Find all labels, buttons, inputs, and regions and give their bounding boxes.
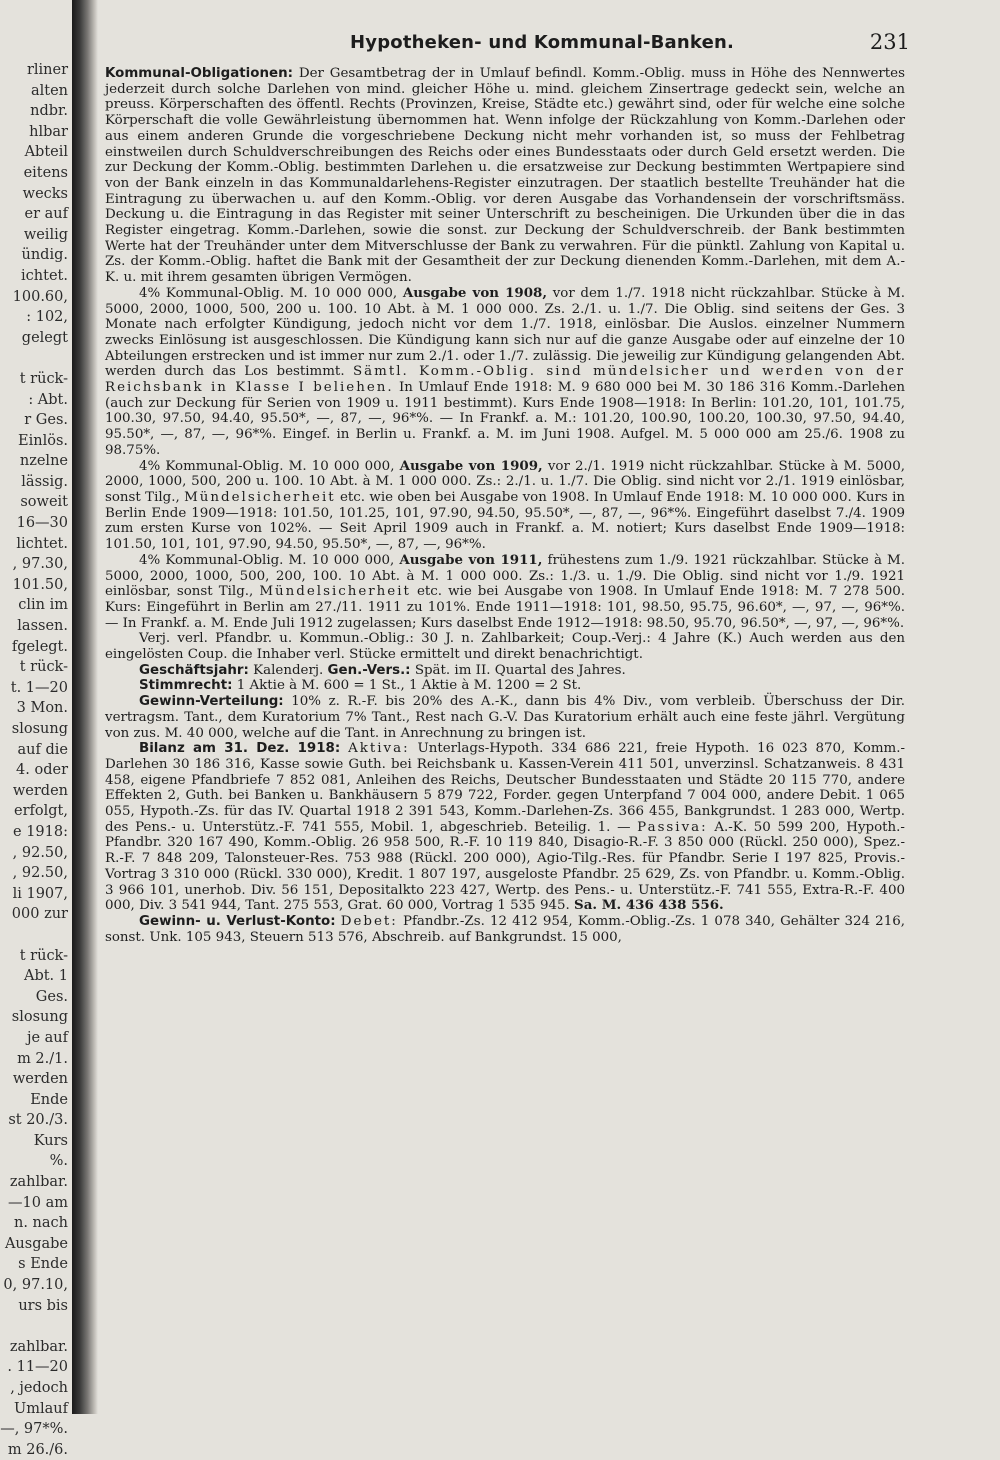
margin-fragment-line: st 20./3. — [8, 1112, 68, 1129]
margin-fragment-line: : 102, — [26, 309, 68, 326]
margin-fragment-line: e 1918: — [13, 823, 68, 840]
margin-fragment-line: auf die — [17, 741, 68, 758]
margin-fragment-line: fgelegt. — [11, 638, 68, 655]
paragraph-intro: 4% Kommunal-Oblig. M. 10 000 000, — [139, 458, 395, 474]
paragraph-text: Verj. verl. Pfandbr. u. Kommun.-Oblig.: 30 J. n. Zahlbarkeit; Coup.-Verj.: 4 Jahre (K.) Auch werden aus den eingelösten Coup. die Inhaber verl. Stücke ermittelt und direkt benachrichtigt. — [105, 631, 905, 663]
paragraph-intro: 4% Kommunal-Oblig. M. 10 000 000, — [139, 285, 398, 301]
page-number: 231 — [869, 30, 910, 54]
margin-fragment-line: , 92.50, — [12, 865, 68, 882]
margin-fragment-line: t rück- — [19, 659, 68, 676]
paragraph-verjaehrung — [105, 631, 905, 662]
adjacent-page-fragment — [0, 60, 72, 1458]
spaced-text: Aktiva: — [348, 741, 410, 757]
margin-fragment-line: clin im — [18, 597, 68, 614]
margin-fragment-line: . 11—20 — [7, 1359, 68, 1376]
margin-fragment-line: ichtet. — [21, 267, 68, 284]
margin-fragment-line: —10 am — [8, 1194, 68, 1211]
margin-fragment-line: soweit — [20, 494, 68, 511]
paragraph-text: 1 Aktie à M. 600 = 1 St., 1 Aktie à M. 1200 = 2 St. — [236, 678, 582, 694]
margin-fragment-line: urs bis — [18, 1297, 68, 1314]
margin-fragment-line: , jedoch — [10, 1380, 68, 1396]
book-gutter-shadow — [72, 0, 98, 1414]
margin-fragment-line: ndbr. — [30, 103, 68, 120]
spaced-text: Passiva: — [637, 819, 708, 835]
paragraph-text: etc. wie bei Ausgabe von 1908. In Umlauf Ende 1918: M. 7 278 500. Kurs: Eingeführt in Berlin am 27./11. 1911 zu 101%. Ende 1911—1918: 101, 98.50, 95.75, 96.60*, —, 97, —, 96*%. — In Frankf. a. M. Ende Juli 1912 zugelassen; Kurs daselbst Ende 1912—1918: 98.50, 95.70, 96.50*, —, 97, —, 96*%. — [105, 584, 905, 631]
margin-fragment-line: 100.60, — [12, 288, 68, 305]
margin-fragment-line: ündig. — [21, 247, 68, 264]
spaced-text: Sämtl. Komm.-Oblig. sind mündelsicher und werden von der Reichsbank in Klasse I beliehen. — [105, 364, 905, 396]
margin-fragment-line: lässig. — [21, 473, 68, 490]
margin-fragment-line — [0, 925, 68, 946]
margin-fragment-line: alten — [30, 82, 68, 99]
margin-fragment-line: rliner — [26, 62, 68, 78]
article-body — [105, 66, 905, 945]
margin-fragment-line: er auf — [24, 206, 68, 223]
paragraph-text: Pfandbr.-Zs. 12 412 954, Komm.-Oblig.-Zs. 1 078 340, Gehälter 324 216, sonst. Unk. 105 943, Steuern 513 576, Abschreib. auf Bankgrundst. 15 000, — [105, 913, 905, 945]
paragraph-text: frühestens zum 1./9. 1921 rückzahlbar. Stücke à M. 5000, 2000, 1000, 500, 200, 100. 10 Abt. à M. 1 000 000. Zs.: 1./3. u. 1./9. Die Oblig. sind nicht vor 1./9. 1921 einlösbar, sonst Tilg., — [105, 552, 905, 600]
margin-fragment-line — [0, 348, 68, 369]
margin-fragment-line: Ausgabe — [4, 1235, 68, 1252]
margin-fragment-line: s Ende — [18, 1256, 68, 1273]
paragraph-ausgabe-1909 — [105, 459, 905, 553]
spaced-text: Mündelsicherheit — [184, 489, 336, 505]
running-head: Hypotheken- und Kommunal-Banken. — [350, 32, 735, 53]
margin-fragment-line: Abteil — [24, 144, 68, 161]
margin-fragment-line: slosung — [11, 1009, 68, 1026]
margin-fragment-line: : Abt. — [28, 391, 68, 408]
paragraph-geschaeftsjahr — [105, 663, 905, 679]
margin-fragment-line: nzelne — [19, 453, 68, 470]
margin-fragment-line: lassen. — [17, 618, 68, 635]
paragraph-bilanz — [105, 741, 905, 914]
lead-heading: Kommunal-Obligationen: — [105, 66, 293, 81]
margin-fragment-line: werden — [12, 1071, 68, 1088]
paragraph-text: Der Gesamtbetrag der in Umlauf befindl. Komm.-Oblig. muss in Höhe des Nennwertes jederzeit durch solche Darlehen von mind. gleicher Höhe u. mind. gleichem Zinsertrage gedeckt sein, welche an preuss. Körperschaften des öffentl. Rechts (Provinzen, Kreise, Städte etc.) gewährt sind, oder für welche eine solche Körperschaft die volle Gewährleistung übernommen hat. Wenn infolge der Rückzahlung von Komm.-Darlehen oder aus einem anderen Grunde die vorgeschriebene Deckung nicht mehr vorhanden ist, so muss der Fehlbetrag einstweilen durch Schuldverschreibungen des Reichs oder eines Bundesstaats oder durch Geld ersetzt werden. Die zur Deckung der Komm.-Oblig. bestimmten Darlehen u. die ersatzweise zur Deckung bestimmten Wertpapiere sind von der Bank einzeln in das Kommunaldarlehens-Register einzutragen. Der staatlich bestellte Treuhänder hat die Eintragung zu überwachen u. auf den Komm.-Oblig. vor deren Ausgabe das Vorhandensein der vorschriftsmäss. Deckung u. die Eintragung in das Register mit seiner Unterschrift zu bescheinigen. Die Urkunden über die in das Register eingetrag. Komm.-Darlehen, sowie die sonst. zur Deckung der Schuldverschreib. der Bank bestimmten Werte hat der Treuhänder unter dem Mitverschlusse der Bank zu verwahren. Für die pünktl. Zahlung von Kapital u. Zs. der Komm.-Oblig. haftet die Bank mit der Gesamtheit der zur Deckung dienenden Komm.-Darlehen, mit dem A.-K. u. mit ihrem gesamten übrigen Vermögen. — [105, 66, 905, 286]
margin-fragment-line: m 26./6. — [7, 1441, 68, 1458]
paragraph-gewinn-verlust-konto — [105, 914, 905, 945]
margin-fragment-line: hlbar — [29, 123, 68, 140]
margin-fragment-line: Umlauf — [14, 1400, 68, 1417]
margin-fragment-line: —, 97*%. — [0, 1421, 68, 1438]
lead-heading: Ausgabe von 1911, — [399, 551, 543, 568]
paragraph-text: Unterlags-Hypoth. 334 686 221, freie Hypoth. 16 023 870, Komm.-Darlehen 30 186 316, Kasse sowie Guth. bei Reichsbank u. Kassen-Verein 411 501, unverzinsl. Schatzanweis. 8 431 458, eigene Pfandbriefe 7 852 081, Anleihen des Reichs, Deutscher Bundesstaaten und Städte 20 115 770, andere Effekten 2, Guth. bei Banken u. Bankhäusern 5 879 722, Forder. gegen Unterpfand 7 004 000, andere Debit. 1 065 055, Hypoth.-Zs. für das IV. Quartal 1918 2 391 543, Komm.-Darlehen-Zs. 366 455, Bankgrundst. 1 283 000, Wertp. des Pens.- u. Unterstütz.-F. 741 555, Mobil. 1, abgeschrieb. Beteilig. 1. — — [105, 741, 905, 835]
paragraph-ausgabe-1911 — [105, 553, 905, 632]
lead-heading: Gewinn-Verteilung: — [139, 694, 284, 710]
spaced-text: Debet: — [340, 913, 398, 929]
margin-fragment-line: Kurs — [33, 1132, 68, 1149]
margin-fragment-line: , 92.50, — [12, 844, 68, 861]
margin-fragment-line: m 2./1. — [17, 1050, 68, 1067]
margin-fragment-line: t rück- — [19, 370, 68, 387]
lead-heading: Gen.-Vers.: — [327, 662, 411, 678]
paragraph-text: etc. wie oben bei Ausgabe von 1908. In Umlauf Ende 1918: M. 10 000 000. Kurs in Berlin Ende 1909—1918: 101.50, 101.25, 101, 97.90, 94.50, 95.50*, —, 87, —, 96*%. Eingeführt daselbst 7./4. 1909 zum ersten Kurse von 102%. — Seit April 1909 auch in Frankf. a. M. notiert; Kurs daselbst Ende 1909—1918: 101.50, 101, 101, 97.90, 94.50, 95.50*, —, 87, —, 96*%. — [105, 489, 905, 553]
paragraph-text: vor 2./1. 1919 nicht rückzahlbar. Stücke à M. 5000, 2000, 1000, 500, 200 u. 100. 10 Abt. à M. 1 000 000. Zs.: 2./1. u. 1./7. Die Oblig. sind nicht vor 2./1. 1919 einlösbar, sonst Tilg., — [105, 458, 905, 505]
margin-fragment-line: 000 zur — [11, 906, 68, 923]
margin-fragment-line: erfolgt, — [14, 803, 68, 820]
paragraph-kommunal-obligationen — [105, 66, 905, 286]
margin-fragment-line: je auf — [26, 1029, 68, 1046]
margin-fragment-line: slosung — [11, 721, 68, 737]
page-header — [100, 28, 980, 60]
lead-heading: Ausgabe von 1909, — [399, 457, 543, 474]
paragraph-text: 10% z. R.-F. bis 20% des A.-K., dann bis 4% Div., vom verbleib. Überschuss der Dir. vertragsm. Tant., dem Kuratorium 7% Tant., Rest nach G.-V. Das Kuratorium erhält auch eine feste jährl. Vergütung von zus. M. 40 000, welche auf die Tant. in Anrechnung zu bringen ist. — [105, 694, 905, 741]
balance-sum: Sa. M. 436 438 556. — [574, 897, 724, 914]
margin-fragment-line: gelegt — [21, 329, 68, 346]
margin-fragment-line: t. 1—20 — [10, 679, 68, 696]
paragraph-text: A.-K. 50 599 200, Hypoth.-Pfandbr. 320 167 490, Komm.-Oblig. 26 958 500, R.-F. 10 119 840, Disagio-R.-F. 3 850 000 (Rückl. 250 000), Spez.-R.-F. 7 848 209, Talonsteuer-Res. 753 988 (Rückl. 200 000), Agio-Tilg.-Res. für Pfandbr. Serie I 197 825, Provis.-Vortrag 3 310 000 (Rückl. 330 000), Kredit. 1 807 197, ausgeloste Pfandbr. 25 629, Zs. von Pfandbr. u. Komm.-Oblig. 3 966 101, unerhob. Div. 56 151, Depositalkto 223 427, Wertp. des Pens.- u. Unterstütz.-F. 741 555, Extra-R.-F. 400 000, Div. 3 541 944, Tant. 275 553, Grat. 60 000, Vortrag 1 535 945. — [105, 819, 905, 914]
lead-heading: Geschäftsjahr: — [139, 662, 249, 678]
margin-fragment-line: zahlbar. — [9, 1338, 68, 1355]
margin-fragment-line: 101.50, — [12, 576, 68, 593]
margin-fragment-line: , 97.30, — [12, 556, 68, 573]
margin-fragment-line: weilig — [23, 226, 68, 243]
margin-fragment-line — [0, 1316, 68, 1337]
margin-fragment-line: werden — [12, 782, 68, 799]
paragraph-text: vor dem 1./7. 1918 nicht rückzahlbar. Stücke à M. 5000, 2000, 1000, 500, 200 u. 100. 10 Abt. à M. 1 000 000. Zs. 2./1. u. 1./7. Die Oblig. sind seitens der Ges. 3 Monate nach erfolgter Kündigung, jedoch nicht vor dem 1./7. 1918, einlösbar. Die Auslos. einzelner Nummern zwecks Einlösung ist ausgeschlossen. Die Kündigung kann sich nur auf die ganze Ausgabe oder auf einzelne der 10 Abteilungen erstrecken und ist immer nur zum 2./1. oder 1./7. zulässig. Die jeweilig zur Kündigung gelangenden Abt. werden durch das Los bestimmt. — [105, 285, 905, 380]
margin-fragment-line: zahlbar. — [9, 1174, 68, 1191]
paragraph-text: Kalenderj. — [253, 662, 324, 678]
paragraph-intro: 4% Kommunal-Oblig. M. 10 000 000, — [139, 552, 395, 568]
margin-fragment-line: Ges. — [35, 988, 68, 1005]
margin-fragment-line: 3 Mon. — [16, 700, 68, 717]
paragraph-gewinn-verteilung — [105, 694, 905, 741]
margin-fragment-line: t rück- — [19, 947, 68, 964]
margin-fragment-line: eitens — [23, 164, 68, 181]
lead-heading: Bilanz am 31. Dez. 1918: — [139, 741, 341, 757]
margin-fragment-line: 0, 97.10, — [3, 1277, 68, 1294]
margin-fragment-line: %. — [49, 1153, 68, 1170]
margin-fragment-line: r Ges. — [24, 412, 68, 429]
lead-heading: Ausgabe von 1908, — [402, 284, 548, 301]
margin-fragment-line: wecks — [22, 185, 68, 202]
paragraph-text: Spät. im II. Quartal des Jahres. — [414, 662, 626, 678]
paragraph-text: In Umlauf Ende 1918: M. 9 680 000 bei M. 30 186 316 Komm.-Darlehen (auch zur Deckung für Serien von 1909 u. 1911 bestimmt). Kurs Ende 1908—1918: In Berlin: 101.20, 101, 101.75, 100.30, 97.50, 94.40, 95.50*, —, 87, —, 96*%. — In Frankf. a. M.: 101.20, 100.90, 100.20, 100.30, 97.50, 94.40, 95.50*, —, 87, —, 96*%. Eingef. in Berlin u. Frankf. a. M. im Juni 1908. Aufgel. M. 5 000 000 am 25./6. 1908 zu 98.75%. — [105, 380, 906, 458]
margin-fragment-line: lichtet. — [16, 535, 68, 552]
margin-fragment-line: li 1907, — [12, 885, 68, 902]
paragraph-stimmrecht — [105, 678, 905, 694]
paragraph-ausgabe-1908 — [105, 286, 905, 459]
margin-fragment-line: n. nach — [14, 1215, 68, 1232]
margin-fragment-line: 16—30 — [16, 515, 68, 532]
spaced-text: Mündelsicherheit — [259, 584, 411, 600]
margin-fragment-line: Ende — [30, 1091, 68, 1108]
margin-fragment-line: Abt. 1 — [23, 968, 68, 985]
lead-heading: Gewinn- u. Verlust-Konto: — [139, 913, 336, 929]
margin-fragment-line: 4. oder — [16, 762, 68, 779]
margin-fragment-line: Einlös. — [18, 432, 68, 449]
lead-heading: Stimmrecht: — [139, 678, 233, 694]
